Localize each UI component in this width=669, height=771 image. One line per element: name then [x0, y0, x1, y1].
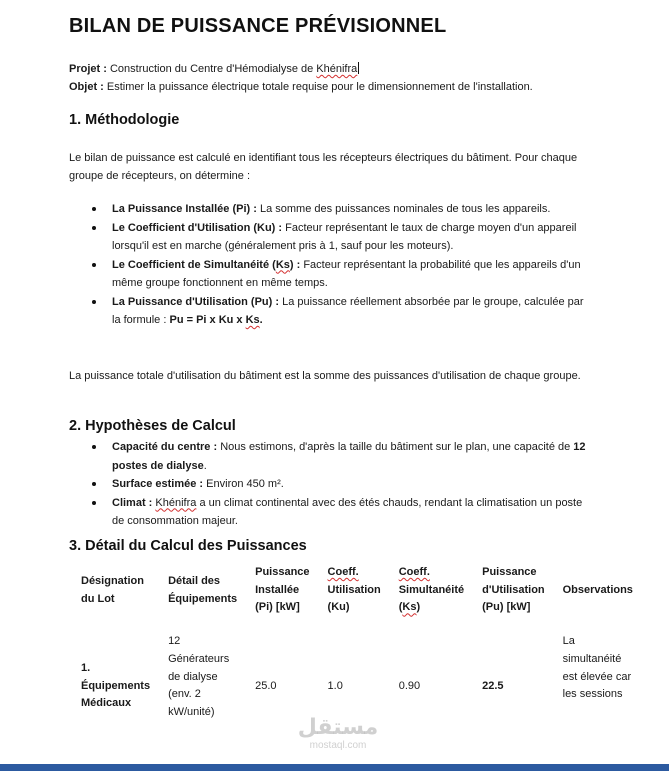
watermark-arabic: مستقل — [297, 715, 379, 740]
projet-line — [69, 62, 359, 76]
item-term-a: Le Coefficient de Simultanéité ( — [112, 258, 276, 271]
list-item — [69, 475, 589, 494]
list-item — [69, 200, 589, 219]
objet-label: Objet : — [69, 81, 104, 93]
item-text-end: . — [203, 459, 207, 472]
list-item — [69, 293, 589, 330]
list-item — [69, 256, 589, 293]
header-ks-d: ) — [416, 601, 421, 614]
header-ks-a: Coeff. — [398, 566, 430, 578]
header-ku — [316, 560, 387, 621]
document-title: BILAN DE PUISSANCE PRÉVISIONNEL — [69, 15, 447, 37]
item-term: Capacité du centre : — [112, 441, 218, 453]
cell-ku: 1.0 — [327, 679, 343, 692]
section1-intro: Le bilan de puissance est calculé en identifiant tous les récepteurs électriques du bâtiment. Pour chaque groupe de récepteurs, on détermine : — [69, 152, 578, 182]
section3-heading: 3. Détail du Calcul des Puissances — [69, 538, 307, 554]
header-ks-c: Ks — [402, 601, 417, 614]
item-text: Environ 450 m². — [206, 478, 284, 490]
projet-text: Construction du Centre d'Hémodialyse de — [109, 63, 314, 75]
cell-ks: 0.90 — [398, 679, 421, 692]
projet-place: Khénifra — [316, 63, 358, 75]
objet-text: Estimer la puissance électrique totale requise pour le dimensionnement de l'installation. — [106, 81, 533, 93]
cell-lot — [69, 621, 156, 726]
cell-obs: La simultanéité est élevée car les sessions — [562, 635, 632, 701]
text-cursor — [358, 62, 359, 74]
formula-end: . — [259, 314, 263, 326]
power-table — [69, 560, 639, 726]
list-item — [69, 438, 589, 475]
list-item — [69, 219, 589, 256]
cell-pu — [470, 621, 551, 726]
item-term: Surface estimée : — [112, 478, 204, 490]
item-bold: 12 postes de dialyse — [112, 441, 586, 472]
item-term-c: ) : — [289, 258, 301, 271]
section1-heading: 1. Méthodologie — [69, 112, 180, 128]
objet-line — [69, 80, 533, 94]
cell-detail: 12 Générateurs de dialyse (env. 2 kW/unité) — [168, 635, 230, 718]
item-term: La Puissance d'Utilisation (Pu) : — [112, 295, 280, 308]
item-place: Khénifra — [155, 496, 197, 509]
item-text: La somme des puissances nominales de tous les appareils. — [259, 203, 551, 215]
item-text: a un climat continental avec des étés chauds, rendant la climatisation un poste de consommation majeur. — [112, 496, 583, 527]
section1-conclusion: La puissance totale d'utilisation du bâtiment est la somme des puissances d'utilisation de chaque groupe. — [69, 370, 581, 382]
formula-ks: Ks — [245, 314, 260, 326]
cell-lot-text: 1. Équipements Médicaux — [81, 661, 151, 710]
cell-pi: 25.0 — [255, 679, 277, 692]
formula — [169, 314, 262, 326]
header-pi: Puissance Installée (Pi) [kW] — [255, 566, 310, 614]
item-term — [112, 259, 300, 271]
header-pu: Puissance d'Utilisation (Pu) [kW] — [482, 566, 545, 614]
method-list — [69, 200, 589, 330]
table-row — [69, 621, 639, 726]
item-term: Le Coefficient d'Utilisation (Ku) : — [112, 221, 283, 234]
item-text: Facteur représentant le taux de charge moyen d'un appareil lorsqu'il est en marche (généralement pris à 1, sauf pour les moteurs). — [112, 221, 577, 252]
item-term: La Puissance Installée (Pi) : — [112, 203, 257, 215]
item-text: Nous estimons, d'après la taille du bâtiment sur le plan, une capacité de — [220, 441, 571, 453]
header-ku-a: Coeff. — [327, 566, 359, 578]
header-ks — [387, 560, 470, 621]
list-item — [69, 494, 589, 531]
header-detail: Détail des Équipements — [168, 574, 238, 605]
header-ks-b: Simultanéité ( — [398, 583, 465, 614]
hypotheses-list — [69, 438, 589, 531]
projet-label: Projet : — [69, 63, 107, 75]
watermark-latin: mostaql.com — [309, 740, 367, 751]
header-lot: Désignation du Lot — [81, 574, 144, 605]
table-header-row — [69, 560, 639, 621]
cell-pu-text: 22.5 — [482, 679, 504, 692]
item-term: Climat : — [112, 496, 153, 509]
header-obs: Observations — [562, 583, 633, 596]
bottom-bar — [0, 764, 669, 771]
item-text: Facteur représentant la probabilité que les appareils d'un même groupe fonctionnent en même temps. — [112, 258, 581, 289]
section2-heading: 2. Hypothèses de Calcul — [69, 418, 236, 434]
item-text: La puissance réellement absorbée par le groupe, calculée par la formule : — [112, 295, 584, 326]
item-term-ks: Ks — [275, 258, 290, 271]
header-ku-b: Utilisation (Ku) — [327, 583, 381, 614]
formula-a: Pu = Pi x Ku x — [169, 314, 243, 326]
